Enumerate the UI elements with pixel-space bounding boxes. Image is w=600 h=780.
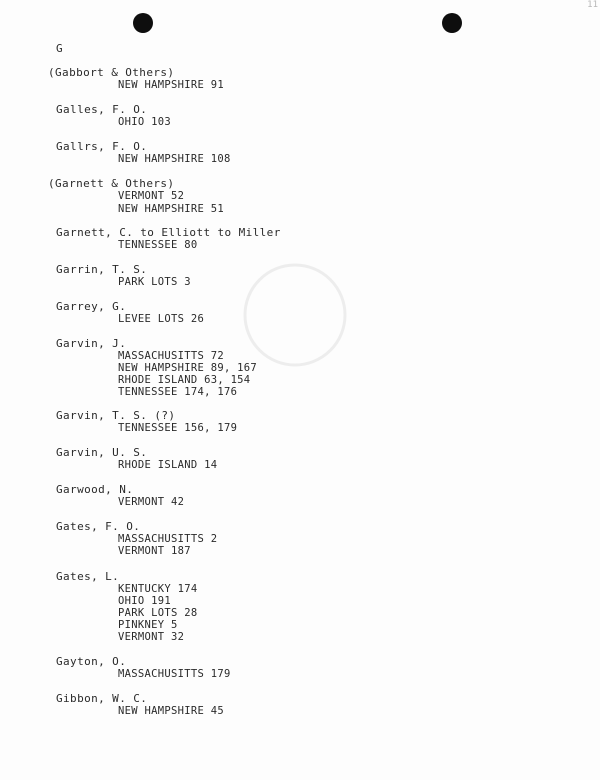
entry-reference: TENNESSEE 174, 176 xyxy=(118,386,238,398)
entry-reference: NEW HAMPSHIRE 45 xyxy=(118,705,224,717)
entry-name: Gibbon, W. C. xyxy=(56,692,148,705)
entry-name: Garwood, N. xyxy=(56,483,134,496)
entry-reference: VERMONT 32 xyxy=(118,631,185,643)
entry-reference: PINKNEY 5 xyxy=(118,619,178,631)
entry-reference: NEW HAMPSHIRE 108 xyxy=(118,153,231,165)
entry-reference: MASSACHUSITTS 72 xyxy=(118,350,224,362)
entry-reference: PARK LOTS 28 xyxy=(118,607,198,619)
punch-hole-left xyxy=(133,13,153,33)
entry-reference: TENNESSEE 80 xyxy=(118,239,198,251)
entry-name: (Garnett & Others) xyxy=(48,177,175,190)
entry-reference: RHODE ISLAND 63, 154 xyxy=(118,374,251,386)
section-letter: G xyxy=(56,42,64,55)
entry-reference: NEW HAMPSHIRE 51 xyxy=(118,203,224,215)
entry-reference: PARK LOTS 3 xyxy=(118,276,191,288)
entry-name: Garvin, J. xyxy=(56,337,127,350)
entry-reference: OHIO 103 xyxy=(118,116,171,128)
entry-name: Gates, L. xyxy=(56,570,120,583)
entry-name: Garrey, G. xyxy=(56,300,127,313)
faint-stamp-watermark xyxy=(230,255,360,375)
entry-name: Gates, F. O. xyxy=(56,520,141,533)
entry-name: Garrin, T. S. xyxy=(56,263,148,276)
punch-hole-right xyxy=(442,13,462,33)
entry-reference: OHIO 191 xyxy=(118,595,171,607)
entry-name: Gallrs, F. O. xyxy=(56,140,148,153)
entry-name: (Gabbort & Others) xyxy=(48,66,175,79)
entry-reference: KENTUCKY 174 xyxy=(118,583,198,595)
entry-name: Garnett, C. to Elliott to Miller xyxy=(56,226,281,239)
entry-name: Garvin, T. S. (?) xyxy=(56,409,176,422)
entry-reference: NEW HAMPSHIRE 89, 167 xyxy=(118,362,258,374)
entry-reference: VERMONT 52 xyxy=(118,190,185,202)
entry-reference: VERMONT 42 xyxy=(118,496,185,508)
entry-reference: MASSACHUSITTS 179 xyxy=(118,668,231,680)
corner-mark: 11 xyxy=(587,0,598,10)
entry-reference: TENNESSEE 156, 179 xyxy=(118,422,238,434)
entry-reference: MASSACHUSITTS 2 xyxy=(118,533,218,545)
entry-reference: VERMONT 187 xyxy=(118,545,191,557)
entry-name: Garvin, U. S. xyxy=(56,446,148,459)
entry-name: Gayton, O. xyxy=(56,655,127,668)
entry-reference: LEVEE LOTS 26 xyxy=(118,313,205,325)
entry-reference: NEW HAMPSHIRE 91 xyxy=(118,79,224,91)
entry-name: Galles, F. O. xyxy=(56,103,148,116)
entry-reference: RHODE ISLAND 14 xyxy=(118,459,218,471)
